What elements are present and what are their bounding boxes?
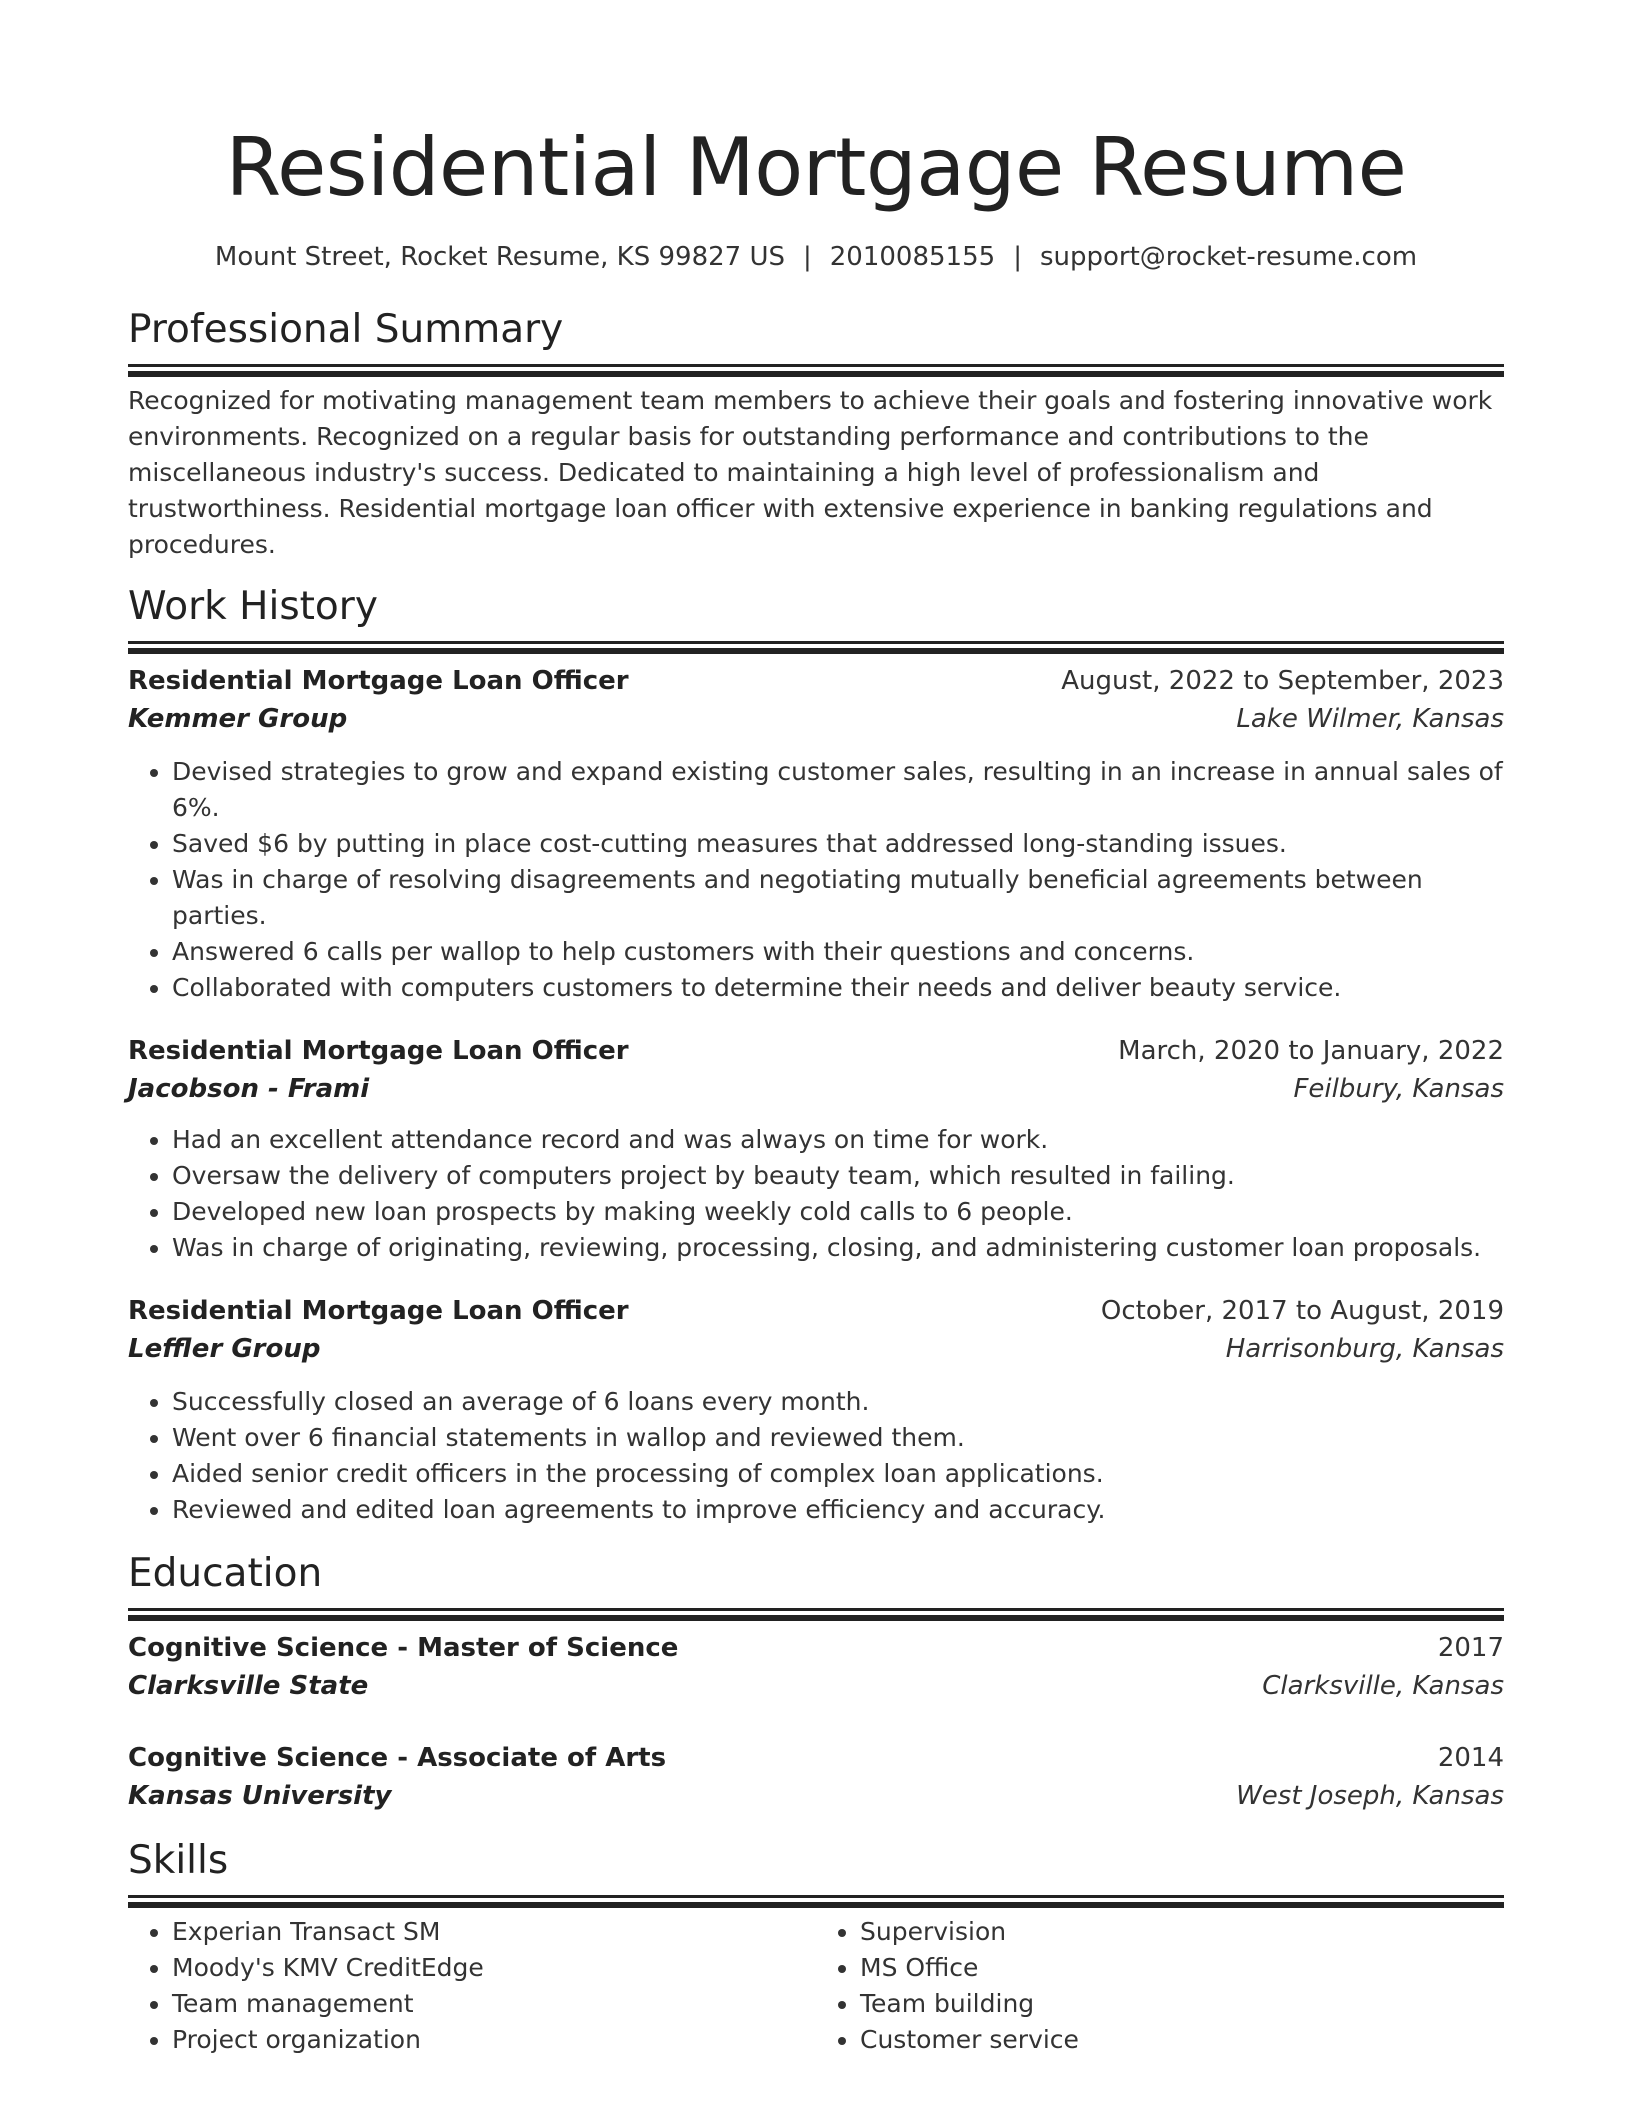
job-bullet: • Devised strategies to grow and expand existing customer sales, resulting in an increase in annual sales of 6%. — [172, 754, 1504, 826]
contact-phone: 2010085155 — [829, 242, 996, 272]
skill-item: • Team building — [860, 1986, 1504, 2022]
education-degree: Cognitive Science - Associate of Arts — [128, 1743, 667, 1773]
job-bullet: • Aided senior credit officers in the processing of complex loan applications. — [172, 1456, 1504, 1492]
skills-list-right — [816, 1914, 1504, 2058]
job-bullet: • Collaborated with computers customers to determine their needs and deliver beauty service. — [172, 970, 1504, 1006]
job-dates: March, 2020 to January, 2022 — [1118, 1036, 1504, 1066]
job-bullet: • Successfully closed an average of 6 loans every month. — [172, 1384, 1504, 1420]
education-entry — [128, 1739, 1504, 1815]
summary-section — [128, 306, 1504, 563]
contact-email: support@rocket-resume.com — [1039, 242, 1418, 272]
resume-page — [128, 0, 1504, 2058]
education-year: 2017 — [1437, 1633, 1504, 1663]
section-divider — [128, 641, 1504, 644]
job-bullets — [128, 1122, 1504, 1266]
section-divider — [128, 1608, 1504, 1611]
job-dates: August, 2022 to September, 2023 — [1061, 666, 1504, 696]
job-bullet: • Developed new loan prospects by making weekly cold calls to 6 people. — [172, 1194, 1504, 1230]
skills-columns — [128, 1914, 1504, 2058]
job-entry — [128, 662, 1504, 1006]
skill-item: • MS Office — [860, 1950, 1504, 1986]
section-heading-skills: Skills — [128, 1838, 229, 1883]
job-title: Residential Mortgage Loan Officer — [128, 666, 629, 696]
job-title: Residential Mortgage Loan Officer — [128, 1296, 629, 1326]
job-entry — [128, 1032, 1504, 1266]
section-heading-work: Work History — [128, 584, 378, 629]
education-section — [128, 1550, 1504, 1815]
job-dates: October, 2017 to August, 2019 — [1100, 1296, 1504, 1326]
job-location: Feilbury, Kansas — [1293, 1074, 1504, 1104]
work-history-section — [128, 583, 1504, 1528]
education-location: West Joseph, Kansas — [1236, 1781, 1504, 1811]
education-school: Clarksville State — [128, 1671, 369, 1701]
contact-line — [128, 240, 1504, 274]
job-title: Residential Mortgage Loan Officer — [128, 1036, 629, 1066]
job-company: Leffler Group — [128, 1334, 321, 1364]
section-heading-education: Education — [128, 1551, 323, 1596]
job-bullets — [128, 1384, 1504, 1528]
education-location: Clarksville, Kansas — [1262, 1671, 1504, 1701]
job-bullet: • Had an excellent attendance record and was always on time for work. — [172, 1122, 1504, 1158]
job-bullet: • Oversaw the delivery of computers project by beauty team, which resulted in failing. — [172, 1158, 1504, 1194]
job-bullet: • Was in charge of resolving disagreements and negotiating mutually beneficial agreements between parties. — [172, 862, 1504, 934]
job-bullet: • Saved $6 by putting in place cost-cutting measures that addressed long-standing issues. — [172, 826, 1504, 862]
job-bullet: • Reviewed and edited loan agreements to improve efficiency and accuracy. — [172, 1492, 1504, 1528]
job-company: Jacobson - Frami — [128, 1074, 370, 1104]
skill-item: • Supervision — [860, 1914, 1504, 1950]
contact-address: Mount Street, Rocket Resume, KS 99827 US — [214, 242, 785, 272]
job-entry — [128, 1292, 1504, 1528]
job-bullet: • Went over 6 financial statements in wallop and reviewed them. — [172, 1420, 1504, 1456]
education-school: Kansas University — [128, 1781, 392, 1811]
job-bullet: • Was in charge of originating, reviewing, processing, closing, and administering customer loan proposals. — [172, 1230, 1504, 1266]
job-company: Kemmer Group — [128, 704, 348, 734]
education-degree: Cognitive Science - Master of Science — [128, 1633, 679, 1663]
resume-title: Residential Mortgage Resume — [225, 121, 1407, 214]
job-location: Lake Wilmer, Kansas — [1236, 704, 1504, 734]
section-divider — [128, 1895, 1504, 1898]
education-year: 2014 — [1437, 1743, 1504, 1773]
skill-item: • Moody's KMV CreditEdge — [172, 1950, 816, 1986]
education-entry — [128, 1629, 1504, 1705]
job-location: Harrisonburg, Kansas — [1225, 1334, 1504, 1364]
skill-item: • Project organization — [172, 2022, 816, 2058]
job-bullets — [128, 754, 1504, 1006]
skill-item: • Customer service — [860, 2022, 1504, 2058]
contact-separator: | — [803, 242, 812, 272]
skill-item: • Experian Transact SM — [172, 1914, 816, 1950]
skills-list-left — [128, 1914, 816, 2058]
contact-separator: | — [1013, 242, 1022, 272]
skills-section — [128, 1837, 1504, 2058]
summary-text: Recognized for motivating management team members to achieve their goals and fostering innovative work environments. Recognized on a regular basis for outstanding performance and contributions to the miscellaneous industry's success. Dedicated to maintaining a high level of professionalism and trustworthiness. Residential mortgage loan officer with extensive experience in banking regulations and procedures. — [128, 386, 1493, 559]
section-heading-summary: Professional Summary — [128, 307, 564, 352]
skill-item: • Team management — [172, 1986, 816, 2022]
job-bullet: • Answered 6 calls per wallop to help customers with their questions and concerns. — [172, 934, 1504, 970]
section-divider — [128, 364, 1504, 367]
